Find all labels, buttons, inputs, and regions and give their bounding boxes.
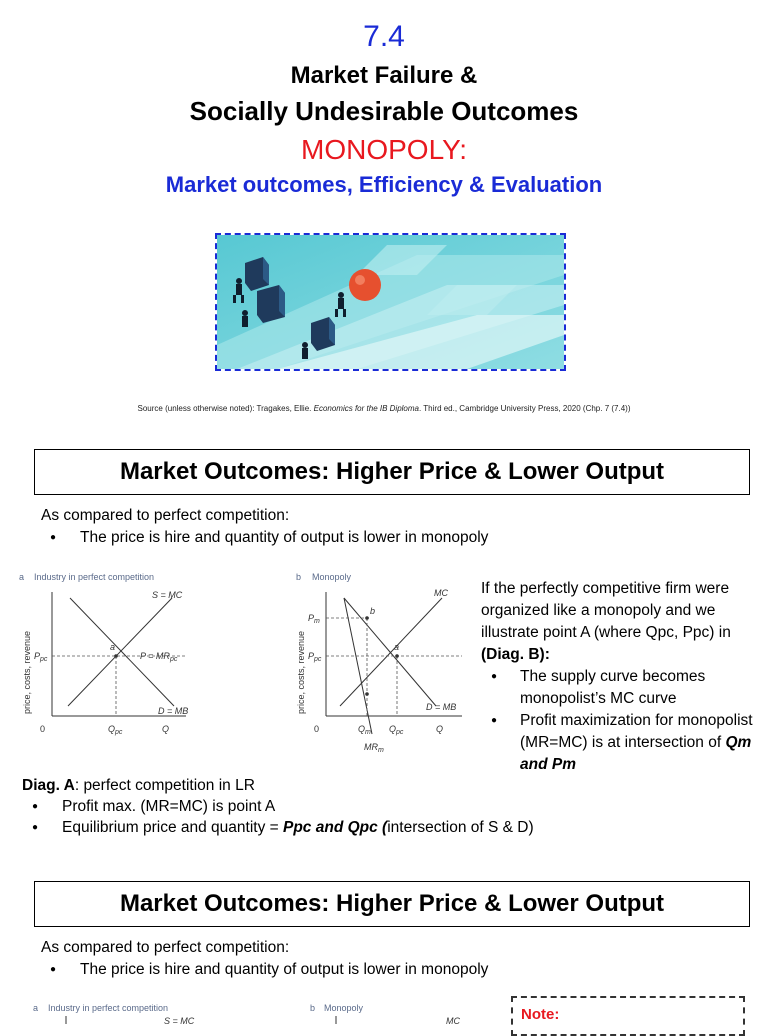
hero-illustration [215, 233, 566, 371]
diagram-b-demand-label: D = MB [426, 702, 457, 712]
title-line-1: Market Failure & [290, 62, 478, 89]
diagram-b-tag: b [296, 572, 302, 582]
explanation-bullet-1: ● The supply curve becomes monopolist’s MC curve [481, 666, 761, 710]
diagram-b-origin: 0 [314, 724, 320, 734]
intro-text-2: As compared to perfect competition: [41, 939, 290, 956]
diagram-b-mc-label: MC [434, 588, 448, 598]
diagram-a-tag: a [19, 572, 25, 582]
people-pushing-blocks-illustration [217, 235, 564, 369]
diagram-b-demand-curve [344, 598, 436, 706]
diagram-a-demand-label: D = MB [158, 706, 189, 716]
diagram-b-preview-tag: b [310, 1003, 316, 1013]
diagram-a-price-label: $P = MR_{pc}$ [140, 651, 178, 663]
diag-a-bullet-1: ● Profit max. (MR=MC) is point A [62, 797, 275, 817]
explanation-bullet-2: ● Profit maximization for monopolist (MR=MC) is at intersection of Qm and Pm [481, 710, 761, 776]
diagram-b-ppc-label: $P_{pc}$ [308, 651, 322, 663]
diagram-b-caption: Monopoly [312, 572, 352, 582]
diagram-b-pm-label: $P_m$ [308, 613, 320, 625]
diagram-b-explanation [481, 578, 761, 776]
diagram-b-qpc-label: $Q_{pc}$ [389, 724, 404, 736]
diagram-b-point-b-label: b [370, 606, 376, 616]
diag-a-bullet-2: ● Equilibrium price and quantity = Ppc and Qpc (intersection of S & D) [62, 818, 534, 838]
source-prefix: Source (unless otherwise noted): Tragakes, Ellie. [137, 404, 314, 413]
diagram-a-perfect-competition [16, 566, 236, 766]
diagram-b-preview [306, 1000, 476, 1024]
source-suffix: . Third ed., Cambridge University Press, 2020 (Chp. 7 (7.4)) [418, 404, 631, 413]
diagram-a-x-label: Q [162, 724, 170, 734]
diagram-a-y-label: price, costs, revenue [22, 630, 32, 714]
source-citation [0, 404, 768, 413]
section-heading-2: Market Outcomes: Higher Price & Lower Output [119, 890, 665, 917]
section-heading-box [34, 449, 750, 495]
diagram-a-supply-label: S = MC [152, 590, 183, 600]
diagram-b-point-b [365, 616, 369, 620]
diagram-b-qm-label: $Q_m$ [358, 724, 371, 736]
bullet-price-output-2: ● The price is hire and quantity of output is lower in monopoly [80, 960, 488, 980]
intro-text: As compared to perfect competition: [41, 507, 290, 524]
diagram-a-caption: Industry in perfect competition [34, 572, 155, 582]
diagram-b-mr-label: $MR_m$ [364, 742, 384, 754]
diagram-a-preview [30, 1000, 220, 1024]
diagram-b-point-a [395, 654, 399, 658]
diag-a-label: Diag. A: perfect competition in LR [22, 777, 255, 794]
section-heading: Market Outcomes: Higher Price & Lower Output [119, 458, 665, 485]
diagram-b-preview-caption: Monopoly [324, 1003, 364, 1013]
diagram-a-q-label: $Q_{pc}$ [108, 724, 123, 736]
diagram-a-point-label: a [110, 642, 116, 652]
diagram-a-p-label: $P_{pc}$ [34, 651, 48, 663]
note-label: Note: [521, 1006, 560, 1023]
diagram-a-preview-tag: a [33, 1003, 39, 1013]
diagram-a-point-a [114, 654, 118, 658]
bullet-price-output: ● The price is hire and quantity of output is lower in monopoly [80, 528, 488, 548]
section-heading-box-2 [34, 881, 750, 927]
title-line-2: Socially Undesirable Outcomes [189, 96, 579, 126]
diagram-b-point-a-label: a [394, 642, 400, 652]
diagram-b-monopoly [290, 566, 480, 766]
diagram-a-origin: 0 [40, 724, 46, 734]
subtitle: Market outcomes, Efficiency & Evaluation [165, 172, 603, 197]
note-box [511, 996, 745, 1036]
diagram-b-x-label: Q [436, 724, 444, 734]
source-book-title: Economics for the IB Diploma [313, 404, 419, 413]
diagram-b-preview-curve: MC [446, 1016, 460, 1024]
diagram-a-preview-curve: S = MC [164, 1016, 195, 1024]
section-number: 7.4 [363, 20, 405, 53]
title-monopoly: MONOPOLY: [301, 134, 467, 165]
diagram-b-y-label: price, costs, revenue [296, 630, 306, 714]
explanation-paragraph: If the perfectly competitive firm were organized like a monopoly and we illustrate point A (where Qpc, Ppc) in (Diag. B): [481, 580, 731, 663]
diagram-a-preview-caption: Industry in perfect competition [48, 1003, 169, 1013]
diagram-b-mr-mc-point [365, 692, 369, 696]
